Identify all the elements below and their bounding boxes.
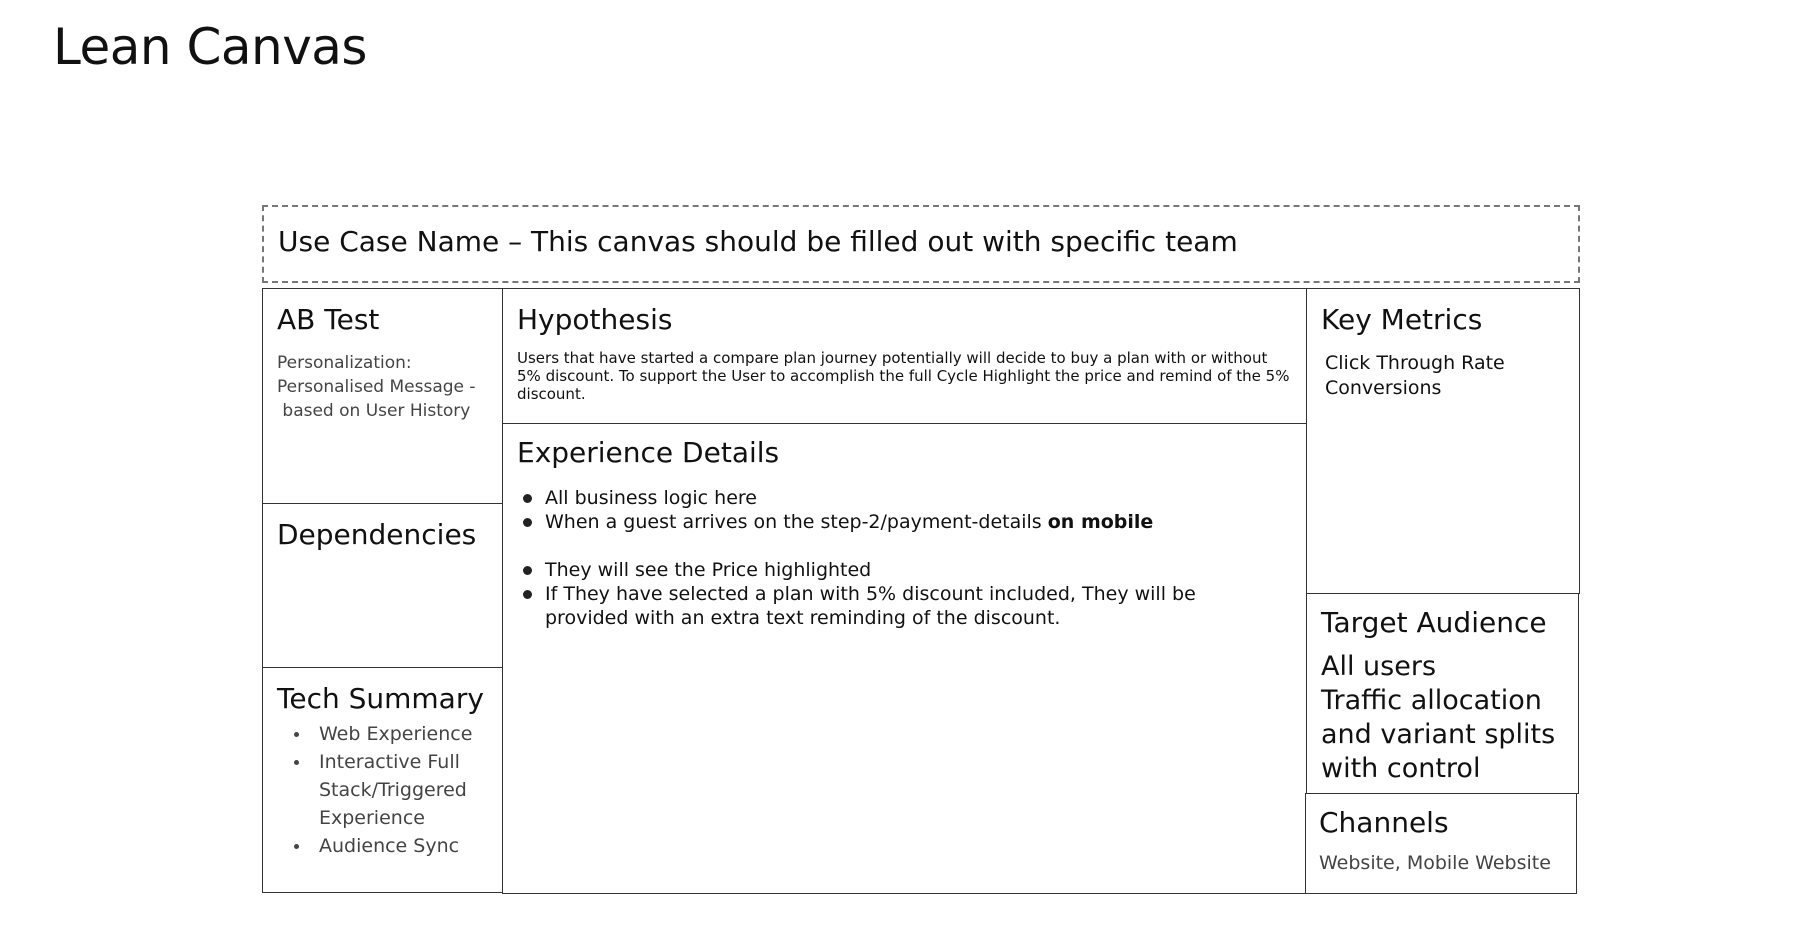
experience-bullet: If They have selected a plan with 5% discount included, They will be provided with an extra text reminding of the discount.	[517, 582, 1292, 630]
experience-bold: on mobile	[1047, 511, 1154, 533]
page-title: Lean Canvas	[53, 18, 367, 76]
ab-test-line: Personalised Message -	[277, 377, 476, 397]
dependencies-title: Dependencies	[277, 518, 477, 551]
tech-summary-item: Audience Sync	[277, 832, 488, 860]
tech-summary-item: Interactive Full Stack/Triggered Experience	[277, 748, 488, 832]
ab-test-line: Personalization:	[277, 353, 412, 373]
hypothesis-box	[502, 288, 1307, 424]
key-metrics-title: Key Metrics	[1321, 303, 1483, 336]
tech-summary-box	[262, 667, 503, 893]
tech-summary-list	[277, 720, 488, 860]
target-audience-box	[1306, 593, 1579, 794]
target-audience-body	[1321, 650, 1564, 786]
tech-summary-item: Web Experience	[277, 720, 488, 748]
tech-summary-title: Tech Summary	[277, 682, 484, 715]
key-metric-item: Click Through Rate	[1325, 352, 1505, 374]
key-metric-item: Conversions	[1325, 377, 1442, 399]
ab-test-title: AB Test	[277, 303, 380, 336]
channels-box	[1305, 793, 1577, 894]
target-audience-title: Target Audience	[1321, 606, 1547, 639]
experience-details-list	[517, 486, 1292, 630]
hypothesis-title: Hypothesis	[517, 303, 673, 336]
experience-details-box	[502, 423, 1307, 894]
ab-test-box	[262, 288, 503, 504]
use-case-box	[262, 205, 1580, 283]
target-audience-line: All users	[1321, 651, 1437, 682]
experience-bullet: All business logic here	[517, 486, 1292, 510]
experience-bullet: When a guest arrives on the step-2/payment-details on mobile	[517, 510, 1292, 534]
channels-title: Channels	[1319, 806, 1449, 839]
hypothesis-text: Users that have started a compare plan journey potentially will decide to buy a plan with or without 5% discount. To support the User to accomplish the full Cycle Highlight the price and remind of the 5% discount.	[517, 349, 1290, 403]
target-audience-line: Traffic allocation and variant splits with control	[1321, 685, 1556, 784]
key-metrics-box	[1306, 288, 1580, 594]
experience-bullet: They will see the Price highlighted	[517, 558, 1292, 582]
use-case-title: Use Case Name – This canvas should be filled out with specific team	[278, 225, 1238, 258]
key-metrics-body	[1321, 351, 1565, 401]
ab-test-body	[277, 351, 488, 423]
ab-test-line: based on User History	[277, 401, 471, 421]
experience-details-title: Experience Details	[517, 436, 780, 469]
channels-text: Website, Mobile Website	[1319, 852, 1551, 874]
dependencies-box	[262, 503, 503, 668]
